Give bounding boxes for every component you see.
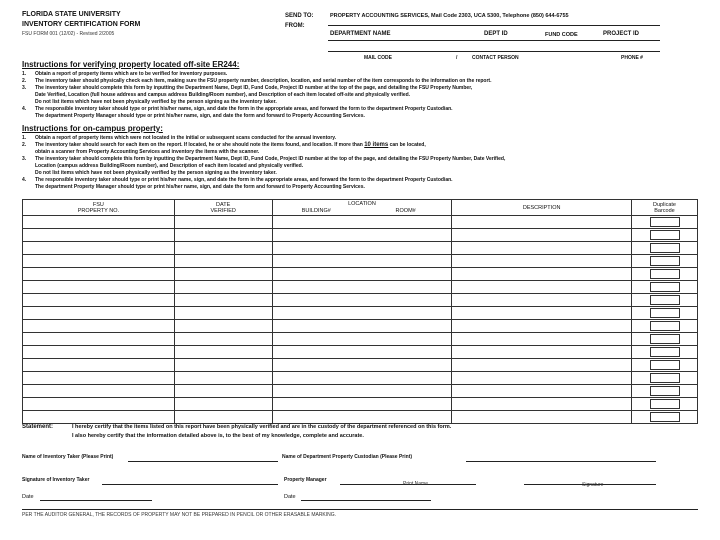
cell-room[interactable] [360, 359, 452, 372]
cell-fsu-property[interactable] [23, 372, 175, 385]
cell-date-verified[interactable] [174, 229, 272, 242]
property-manager-label: Property Manager [284, 477, 327, 483]
duplicate-barcode-checkbox[interactable] [650, 308, 680, 318]
oncampus-item-num: 3. [22, 156, 27, 162]
cell-room[interactable] [360, 242, 452, 255]
cell-date-verified[interactable] [174, 411, 272, 424]
cell-fsu-property[interactable] [23, 216, 175, 229]
offsite-item: Date Verified, Location (full house address and campus address Building/Room number), and Description of each item located off-site and physically verified. [35, 92, 411, 98]
cell-room[interactable] [360, 216, 452, 229]
cell-building[interactable] [272, 294, 360, 307]
cell-date-verified[interactable] [174, 398, 272, 411]
oncampus-item-num: 4. [22, 177, 27, 183]
cell-duplicate-barcode[interactable] [632, 242, 698, 255]
table-row [23, 255, 698, 268]
table-row [23, 281, 698, 294]
table-row [23, 294, 698, 307]
offsite-item: The inventory taker should complete this form by inputting the Department Name, Dept ID, Fund Code, Project ID number at the top of the page, and detailing the FSU Property Number, [35, 85, 473, 91]
cell-date-verified[interactable] [174, 255, 272, 268]
cell-duplicate-barcode[interactable] [632, 385, 698, 398]
form-number: FSU FORM 001 (12/02) - Revised 2/2005 [22, 31, 115, 37]
cell-room[interactable] [360, 281, 452, 294]
duplicate-barcode-checkbox[interactable] [650, 243, 680, 253]
cell-fsu-property[interactable] [23, 411, 175, 424]
cell-fsu-property[interactable] [23, 294, 175, 307]
cell-description[interactable] [452, 320, 632, 333]
table-row [23, 346, 698, 359]
cell-building[interactable] [272, 255, 360, 268]
oncampus-item: The department Property Manager should type or print his/her name, sign, and date the form and forward to Property Accounting Services. [35, 184, 365, 190]
auditor-note: PER THE AUDITOR GENERAL, THE RECORDS OF PROPERTY MAY NOT BE PREPARED IN PENCIL OR OTHER ERASABLE MARKING. [22, 512, 337, 518]
col-room: ROOM# [360, 208, 452, 216]
cell-duplicate-barcode[interactable] [632, 307, 698, 320]
cell-room[interactable] [360, 255, 452, 268]
cell-building[interactable] [272, 359, 360, 372]
cell-duplicate-barcode[interactable] [632, 411, 698, 424]
phone-label: PHONE # [621, 55, 643, 61]
cell-description[interactable] [452, 346, 632, 359]
cell-description[interactable] [452, 385, 632, 398]
duplicate-barcode-checkbox[interactable] [650, 373, 680, 383]
inventory-taker-name-line[interactable] [128, 461, 278, 462]
cell-room[interactable] [360, 307, 452, 320]
cell-duplicate-barcode[interactable] [632, 294, 698, 307]
col-fsu-property: FSU PROPERTY NO. [23, 200, 175, 216]
signature-caption: Signature [582, 482, 604, 488]
cell-date-verified[interactable] [174, 333, 272, 346]
table-row [23, 333, 698, 346]
cell-duplicate-barcode[interactable] [632, 372, 698, 385]
offsite-item-num: 2. [22, 78, 27, 84]
inventory-taker-signature-line[interactable] [102, 484, 278, 485]
cell-description[interactable] [452, 229, 632, 242]
cell-building[interactable] [272, 320, 360, 333]
mail-code-label: MAIL CODE [364, 55, 392, 61]
col-description: DESCRIPTION [452, 200, 632, 216]
oncampus-item: Location (campus address Building/Room number), and Description of each item located and physically verified. [35, 163, 304, 169]
cell-duplicate-barcode[interactable] [632, 281, 698, 294]
contact-person-label: CONTACT PERSON [472, 55, 519, 61]
date-label-taker: Date [22, 494, 34, 500]
footer-divider [22, 509, 698, 510]
cell-description[interactable] [452, 411, 632, 424]
cell-date-verified[interactable] [174, 372, 272, 385]
oncampus-item-text: can be located, [388, 142, 426, 148]
table-row [23, 411, 698, 424]
statement-line-1: I hereby certify that the items listed on this report have been physically verified and are in the custody of the department referenced on this form. [72, 424, 452, 430]
table-row [23, 268, 698, 281]
cell-description[interactable] [452, 242, 632, 255]
oncampus-item: The responsible inventory taker should type or print his/her name, sign, and date the form in the appropriate areas, and forward the form to the department Property Custodian. [35, 177, 453, 183]
statement-label: Statement: [22, 424, 54, 430]
department-line[interactable] [328, 40, 660, 41]
cell-duplicate-barcode[interactable] [632, 333, 698, 346]
cell-room[interactable] [360, 294, 452, 307]
date-label-manager: Date [284, 494, 296, 500]
duplicate-barcode-checkbox[interactable] [650, 282, 680, 292]
inventory-table [22, 199, 698, 424]
custodian-name-label: Name of Department Property Custodian (Please Print) [282, 454, 413, 460]
offsite-item: Obtain a report of property items which are to be verified for inventory purposes. [35, 71, 228, 77]
cell-fsu-property[interactable] [23, 359, 175, 372]
cell-building[interactable] [272, 346, 360, 359]
department-name-label: DEPARTMENT NAME [330, 31, 391, 37]
offsite-item-num: 1. [22, 71, 27, 77]
oncampus-item: Obtain a report of property items which were not located in the initial or subsequent scans conducted for the annual inventory. [35, 135, 337, 141]
table-row [23, 216, 698, 229]
table-row [23, 229, 698, 242]
cell-fsu-property[interactable] [23, 229, 175, 242]
cell-fsu-property[interactable] [23, 346, 175, 359]
dept-id-label: DEPT ID [484, 31, 508, 37]
cell-date-verified[interactable] [174, 242, 272, 255]
oncampus-heading: Instructions for on-campus property: [22, 124, 163, 133]
oncampus-item: The inventory taker should complete this form by inputting the Department Name, Dept ID, Fund Code, Project ID number at the top of the page, and detailing the FSU Property Number, Date Verified, [35, 156, 506, 162]
cell-room[interactable] [360, 398, 452, 411]
cell-room[interactable] [360, 385, 452, 398]
duplicate-barcode-checkbox[interactable] [650, 217, 680, 227]
duplicate-barcode-checkbox[interactable] [650, 412, 680, 422]
duplicate-barcode-checkbox[interactable] [650, 230, 680, 240]
cell-building[interactable] [272, 216, 360, 229]
date-line-taker[interactable] [40, 500, 152, 501]
cell-fsu-property[interactable] [23, 307, 175, 320]
cell-duplicate-barcode[interactable] [632, 398, 698, 411]
cell-date-verified[interactable] [174, 216, 272, 229]
col-building: BUILDING# [272, 208, 360, 216]
cell-duplicate-barcode[interactable] [632, 229, 698, 242]
contact-line[interactable] [328, 51, 660, 52]
cell-building[interactable] [272, 333, 360, 346]
offsite-item-num: 4. [22, 106, 27, 112]
university-name: FLORIDA STATE UNIVERSITY [22, 11, 121, 18]
cell-duplicate-barcode[interactable] [632, 320, 698, 333]
duplicate-barcode-checkbox[interactable] [650, 386, 680, 396]
cell-date-verified[interactable] [174, 307, 272, 320]
duplicate-barcode-checkbox[interactable] [650, 269, 680, 279]
cell-building[interactable] [272, 372, 360, 385]
cell-fsu-property[interactable] [23, 333, 175, 346]
custodian-name-line[interactable] [466, 461, 656, 462]
cell-description[interactable] [452, 307, 632, 320]
cell-duplicate-barcode[interactable] [632, 255, 698, 268]
table-row [23, 398, 698, 411]
from-line[interactable] [328, 25, 660, 26]
separator: / [456, 55, 458, 61]
fund-code-label: FUND CODE [545, 32, 578, 38]
offsite-item: The responsible inventory taker should type or print his/her name, sign, and date the form in the appropriate areas, and forward the form to the department Property Custodian. [35, 106, 453, 112]
cell-fsu-property[interactable] [23, 320, 175, 333]
cell-duplicate-barcode[interactable] [632, 359, 698, 372]
cell-room[interactable] [360, 346, 452, 359]
cell-building[interactable] [272, 385, 360, 398]
cell-building[interactable] [272, 268, 360, 281]
oncampus-item: obtain a scanner from Property Accounting Services and inventory the items with the scanner. [35, 149, 260, 155]
cell-duplicate-barcode[interactable] [632, 216, 698, 229]
col-location: LOCATION [272, 200, 452, 208]
cell-fsu-property[interactable] [23, 398, 175, 411]
cell-room[interactable] [360, 268, 452, 281]
table-row [23, 307, 698, 320]
table-header-row [23, 200, 698, 208]
cell-date-verified[interactable] [174, 320, 272, 333]
cell-date-verified[interactable] [174, 268, 272, 281]
cell-date-verified[interactable] [174, 385, 272, 398]
cell-building[interactable] [272, 398, 360, 411]
col-duplicate-barcode: Duplicate Barcode [632, 200, 698, 216]
cell-building[interactable] [272, 307, 360, 320]
cell-description[interactable] [452, 359, 632, 372]
offsite-item: The inventory taker should physically check each item, making sure the FSU property number, description, location, and serial number of the item corresponds to the information on the report. [35, 78, 492, 84]
table-row [23, 359, 698, 372]
cell-room[interactable] [360, 411, 452, 424]
cell-building[interactable] [272, 411, 360, 424]
oncampus-item-num: 2. [22, 142, 27, 148]
cell-room[interactable] [360, 229, 452, 242]
cell-fsu-property[interactable] [23, 281, 175, 294]
cell-duplicate-barcode[interactable] [632, 346, 698, 359]
table-row [23, 242, 698, 255]
duplicate-barcode-checkbox[interactable] [650, 347, 680, 357]
duplicate-barcode-checkbox[interactable] [650, 256, 680, 266]
form-title: INVENTORY CERTIFICATION FORM [22, 21, 141, 28]
inventory-taker-name-label: Name of Inventory Taker (Please Print) [22, 454, 114, 460]
cell-date-verified[interactable] [174, 281, 272, 294]
duplicate-barcode-checkbox[interactable] [650, 295, 680, 305]
duplicate-barcode-checkbox[interactable] [650, 360, 680, 370]
oncampus-item: Do not list items which have not been physically verified by the person signing as the inventory taker. [35, 170, 277, 176]
offsite-item: Do not list items which have not been physically verified by the person signing as the inventory taker. [35, 99, 277, 105]
duplicate-barcode-checkbox[interactable] [650, 334, 680, 344]
print-name-caption: Print Name [403, 481, 429, 487]
cell-fsu-property[interactable] [23, 242, 175, 255]
table-row [23, 320, 698, 333]
inventory-taker-signature-label: Signature of Inventory Taker [22, 477, 90, 483]
offsite-item-num: 3. [22, 85, 27, 91]
cell-description[interactable] [452, 216, 632, 229]
duplicate-barcode-checkbox[interactable] [650, 399, 680, 409]
cell-room[interactable] [360, 333, 452, 346]
cell-duplicate-barcode[interactable] [632, 268, 698, 281]
oncampus-item-num: 1. [22, 135, 27, 141]
cell-description[interactable] [452, 294, 632, 307]
cell-date-verified[interactable] [174, 346, 272, 359]
cell-description[interactable] [452, 398, 632, 411]
cell-description[interactable] [452, 372, 632, 385]
duplicate-barcode-checkbox[interactable] [650, 321, 680, 331]
oncampus-item-text: The inventory taker should search for each item on the report. If located, he or she should note the items found, and location. If more than [35, 142, 365, 148]
oncampus-item [35, 142, 426, 148]
cell-description[interactable] [452, 333, 632, 346]
cell-date-verified[interactable] [174, 359, 272, 372]
send-to-label: SEND TO: [285, 13, 314, 19]
table-row [23, 385, 698, 398]
cell-fsu-property[interactable] [23, 255, 175, 268]
offsite-item: The department Property Manager should type or print his/her name, sign, and date the form and forward to Property Accounting Services. [35, 113, 365, 119]
cell-fsu-property[interactable] [23, 385, 175, 398]
statement-line-2: I also hereby certify that the information detailed above is, to the best of my knowledge, complete and accurate. [72, 433, 364, 439]
cell-fsu-property[interactable] [23, 268, 175, 281]
from-label: FROM: [285, 23, 305, 29]
cell-description[interactable] [452, 268, 632, 281]
table-row [23, 372, 698, 385]
cell-description[interactable] [452, 281, 632, 294]
cell-building[interactable] [272, 281, 360, 294]
oncampus-item-emphasis: 10 items [364, 142, 389, 148]
cell-building[interactable] [272, 242, 360, 255]
col-date-verified: DATE VERIFIED [174, 200, 272, 216]
cell-room[interactable] [360, 320, 452, 333]
send-to-text: PROPERTY ACCOUNTING SERVICES, Mail Code 2303, UCA 5300, Telephone (850) 644-6755 [330, 13, 569, 19]
date-line-manager[interactable] [301, 500, 431, 501]
cell-date-verified[interactable] [174, 294, 272, 307]
project-id-label: PROJECT ID [603, 31, 640, 37]
cell-room[interactable] [360, 372, 452, 385]
cell-description[interactable] [452, 255, 632, 268]
offsite-heading: Instructions for verifying property located off-site ER244: [22, 60, 240, 69]
cell-building[interactable] [272, 229, 360, 242]
